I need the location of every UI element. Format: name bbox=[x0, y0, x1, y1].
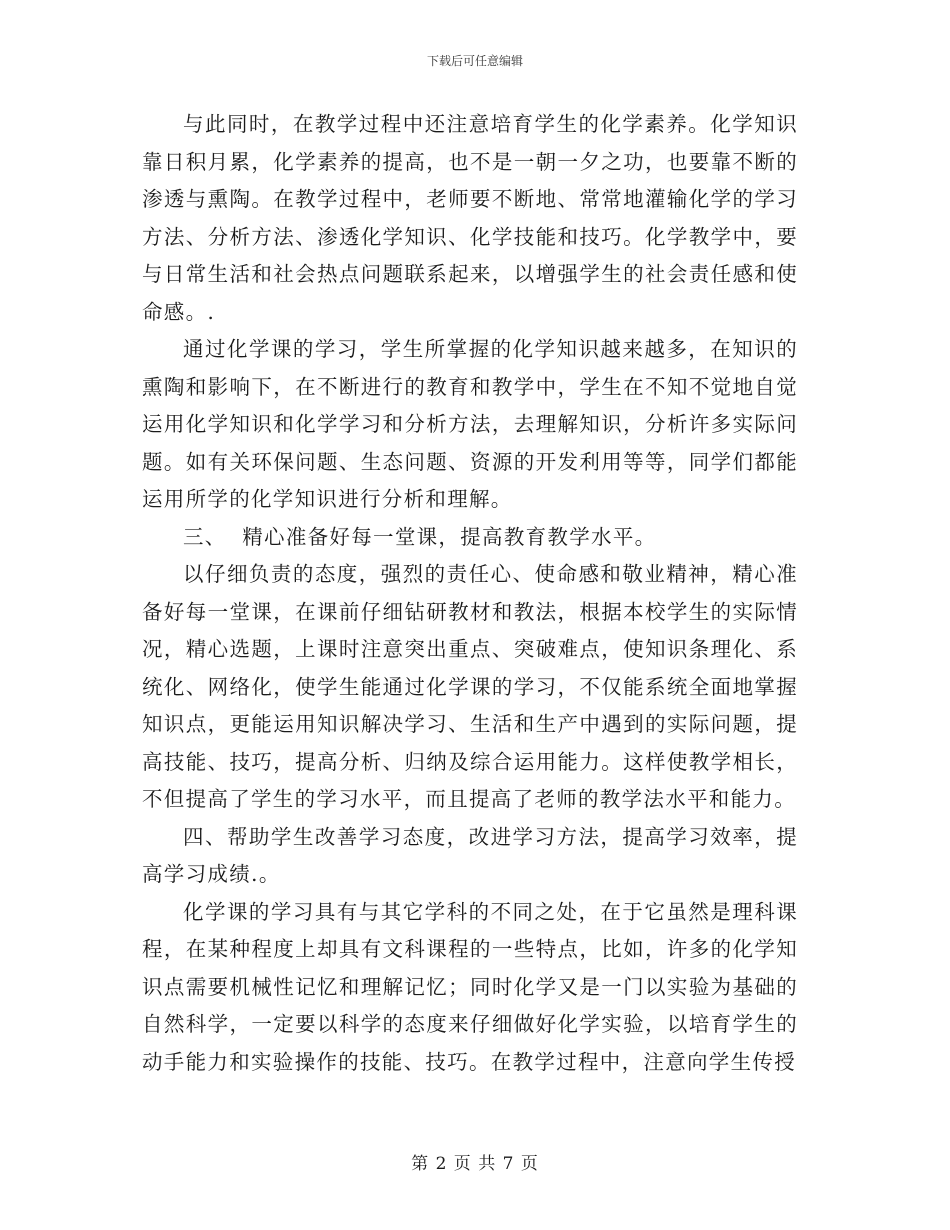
document-body bbox=[142, 106, 798, 1081]
section-heading-three: 三、 精心准备好每一堂课，提高教育教学水平。 bbox=[183, 524, 657, 549]
paragraph-lesson-preparation: 以仔细负责的态度，强烈的责任心、使命感和敬业精神，精心准备好每一堂课，在课前仔细钻研教材和教法，根据本校学生的实际情况，精心选题，上课时注意突出重点、突破难点，使知识条理化、系统化、网络化，使学生能通过化学课的学习，不仅能系统全面地掌握知识点，更能运用知识解决学习、生活和生产中遇到的实际问题，提高技能、技巧，提高分析、归纳及综合运用能力。这样使教学相长，不但提高了学生的学习水平，而且提高了老师的教学法水平和能力。 bbox=[142, 562, 798, 811]
paragraph-knowledge-application: 通过化学课的学习，学生所掌握的化学知识越来越多，在知识的熏陶和影响下，在不断进行的教育和教学中，学生在不知不觉地自觉运用化学知识和化学学习和分析方法，去理解知识，分析许多实际问题。如有关环保问题、生态问题、资源的开发利用等等，同学们都能运用所学的化学知识进行分析和理解。 bbox=[142, 337, 798, 511]
page-header-note: 下载后可任意编辑 bbox=[426, 54, 523, 68]
page-number-footer: 第 2 页 共 7 页 bbox=[411, 1154, 539, 1174]
section-heading-four: 四、帮助学生改善学习态度，改进学习方法，提高学习效率，提高学习成绩.。 bbox=[142, 824, 798, 886]
paragraph-chemistry-literacy: 与此同时，在教学过程中还注意培育学生的化学素养。化学知识靠日积月累，化学素养的提高，也不是一朝一夕之功，也要靠不断的渗透与熏陶。在教学过程中，老师要不断地、常常地灌输化学的学习方法、分析方法、渗透化学知识、化学技能和技巧。化学教学中，要与日常生活和社会热点问题联系起来，以增强学生的社会责任感和使命感。. bbox=[142, 112, 798, 324]
paragraph-chemistry-characteristics: 化学课的学习具有与其它学科的不同之处，在于它虽然是理科课程，在某种程度上却具有文科课程的一些特点，比如，许多的化学知识点需要机械性记忆和理解记忆；同时化学又是一门以实验为基础的自然科学，一定要以科学的态度来仔细做好化学实验，以培育学生的动手能力和实验操作的技能、技巧。在教学过程中，注意向学生传授 bbox=[142, 899, 798, 1074]
